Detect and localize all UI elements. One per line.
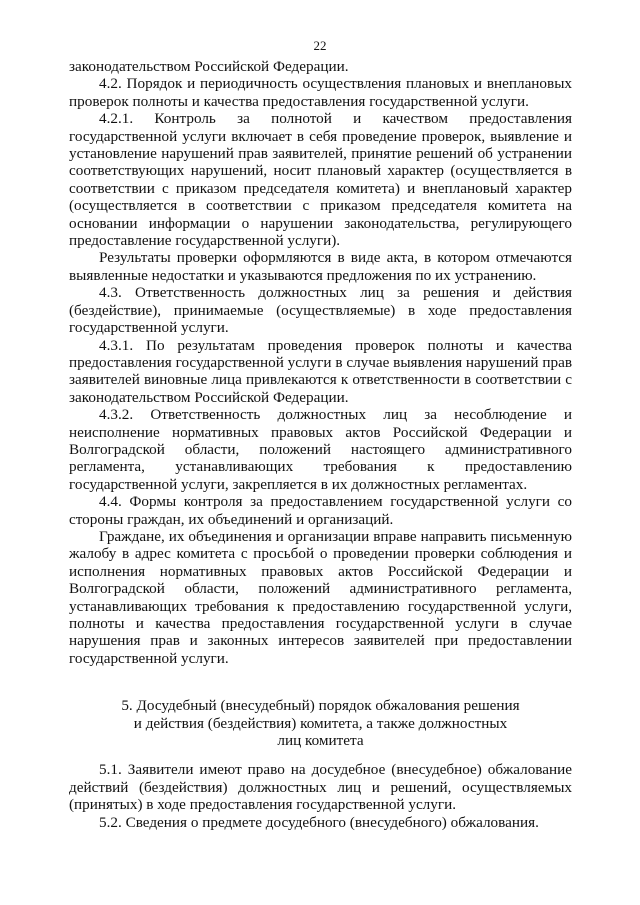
paragraph-4-2: 4.2. Порядок и периодичность осуществления плановых и внеплановых проверок полноты и качества предоставления государственной услуги. — [69, 75, 572, 110]
paragraph-4-3-2: 4.3.2. Ответственность должностных лиц за несоблюдение и неисполнение нормативных правовых актов Российской Федерации и Волгоградской области, положений настоящего административного регламента, устанавливающих требования к предоставлению государственной услуги, закрепляется в их должностных регламентах. — [69, 406, 572, 493]
paragraph-4-4: 4.4. Формы контроля за предоставлением государственной услуги со стороны граждан, их объединений и организаций. — [69, 493, 572, 528]
paragraph-continuation: законодательством Российской Федерации. — [69, 58, 349, 75]
document-body — [69, 58, 572, 831]
paragraph-inspection-results: Результаты проверки оформляются в виде акта, в котором отмечаются выявленные недостатки и указываются предложения по их устранению. — [69, 249, 572, 284]
section-heading-line: лиц комитета — [277, 732, 364, 750]
paragraph-4-2-1: 4.2.1. Контроль за полнотой и качеством предоставления государственной услуги включает в себя проведение проверок, выявление и установление нарушений прав заявителей, принятие решений об устранении соответствующих нарушений, носит плановый характер (осуществляется в соответствии с приказом председателя комитета) и внеплановый характер (осуществляется в соответствии с приказом председателя комитета на основании информации о нарушении законодательства, регулирующего предоставление государственной услуги). — [69, 110, 572, 250]
page-number: 22 — [313, 38, 327, 53]
paragraph-citizens-complaint: Граждане, их объединения и организации вправе направить письменную жалобу в адрес комитета с просьбой о проведении проверки соблюдения и исполнения нормативных правовых актов Российской Федерации и Волгоградской области, положений административного регламента, устанавливающих требования к предоставлению государственной услуги, полноты и качества предоставления государственной услуги в случае нарушения прав и законных интересов заявителей при предоставлении государственной услуги. — [69, 527, 572, 667]
paragraph-4-3-1: 4.3.1. По результатам проведения проверок полноты и качества предоставления государственной услуги в случае выявления нарушений прав заявителей виновные лица привлекаются к ответственности в соответствии с законодательством Российской Федерации. — [69, 336, 572, 406]
paragraph-5-2: 5.2. Сведения о предмете досудебного (внесудебного) обжалования. — [99, 813, 539, 831]
section-heading-line: и действия (бездействия) комитета, а также должностных — [133, 714, 508, 732]
paragraph-5-1: 5.1. Заявители имеют право на досудебное (внесудебное) обжалование действий (бездействия) должностных лиц и решений, осуществляемых (принятых) в ходе предоставления государственной услуги. — [69, 761, 572, 814]
section-heading — [69, 697, 572, 749]
section-heading-line: 5. Досудебный (внесудебный) порядок обжалования решения — [121, 697, 520, 715]
paragraph-4-3: 4.3. Ответственность должностных лиц за решения и действия (бездействие), принимаемые (осуществляемые) в ходе предоставления государственной услуги. — [69, 284, 572, 337]
